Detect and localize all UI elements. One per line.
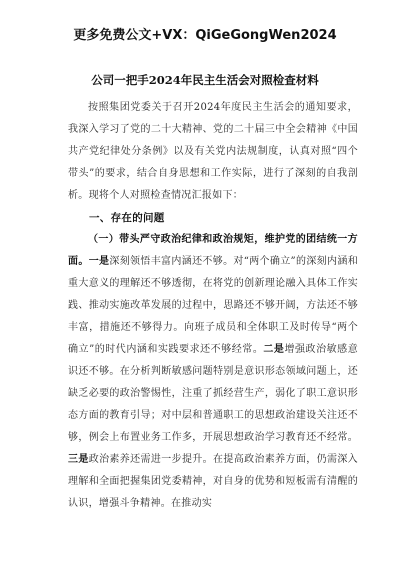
subsection-paragraph (68, 229, 358, 515)
document-body (68, 97, 358, 515)
watermark-banner: 更多免费公文+VX：QiGeGongWen2024 (73, 28, 337, 43)
point-text: 增强政治敏感意识还不够。在分析判断敏感问题特别是意识形态领域问题上，还缺乏必要的政治警惕性，注重了抓经营生产，弱化了职工意识形态方面的教育引导；对中层和普通职工的思想政治建设关注还不够，例会上布置业务工作多，开展思想政治学习教育还不经常。 (68, 344, 359, 443)
point-text: 深刻领悟丰富内涵还不够。对“两个确立”的深刻内涵和重大意义的理解还不够透彻，在将党的创新理论融入具体工作实践、推动实施改革发展的过程中，思路还不够开阔，方法还不够丰富，措施还不够得力。向班子成员和全体职工及时传导“两个确立”的时代内涵和实践要求还不够经常。 (68, 256, 358, 355)
point-label: 三是 (68, 454, 89, 465)
point-text: 政治素养还需进一步提升。在提高政治素养方面，仍需深入理解和全面把握集团党委精神，对自身的优势和短板需有清醒的认识，增强斗争精神。在推动实 (68, 454, 358, 509)
intro-paragraph: 按照集团党委关于召开2024年度民主生活会的通知要求，我深入学习了党的二十大精神、党的二十届三中全会精神《中国共产党纪律处分条例》以及有关党内法规制度，认真对照“四个带头”的要求，结合自身思想和工作实际，进行了深刻的自我剖析。现将个人对照检查情况汇报如下： (68, 102, 358, 201)
section-heading: 一、存在的问题 (89, 212, 165, 224)
document-title: 公司一把手2024年民主生活会对照检查材料 (91, 73, 319, 87)
subsection-heading: （一）带头严守政治纪律和政治规矩，维护党的团结统一方面。 (68, 234, 358, 267)
point-label: 二是 (263, 344, 285, 355)
point-label: 一是 (88, 256, 110, 267)
